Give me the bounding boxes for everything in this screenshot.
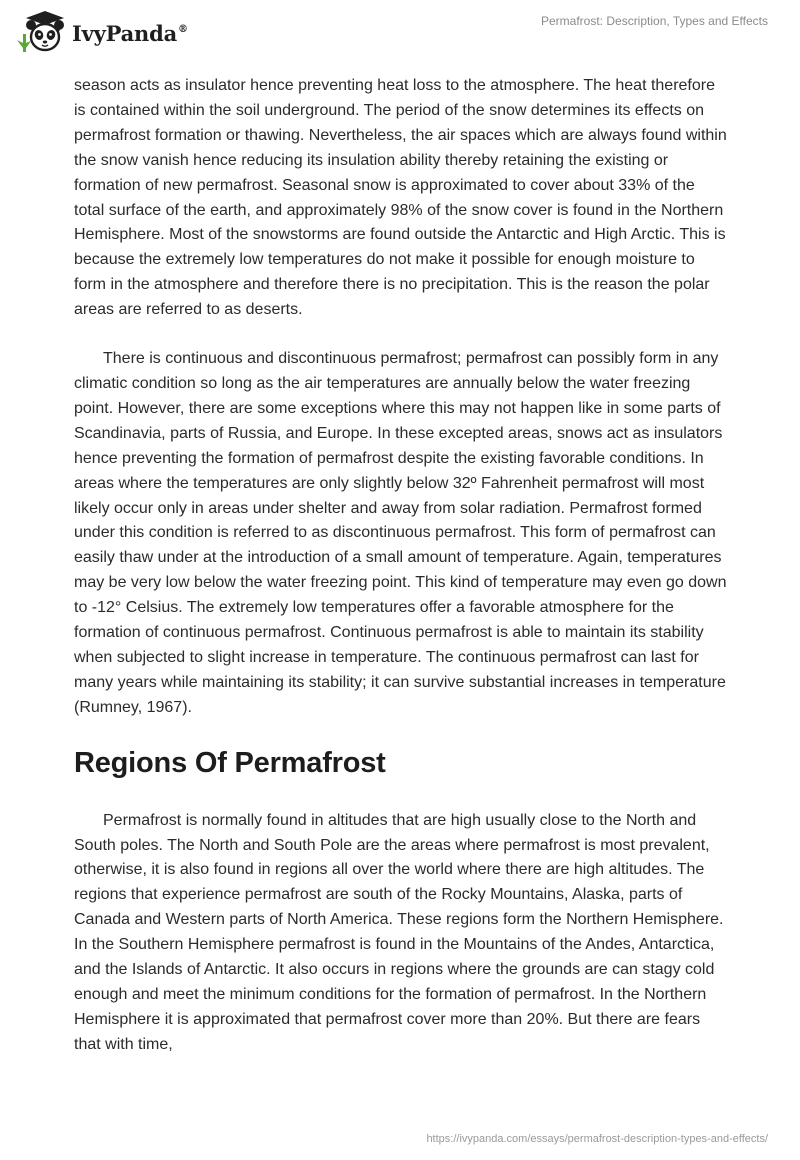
page-header: [0, 0, 800, 70]
panda-graduate-icon: [14, 8, 66, 54]
brand-name: IvyPanda®: [72, 20, 188, 46]
paragraph: There is continuous and discontinuous permafrost; permafrost can possibly form in any climatic condition so long as the air temperatures are annually below the water freezing point. However, there are some exceptions where this may not happen like in some parts of Scandinavia, parts of Russia, and Europe. In these excepted areas, snows act as insulators hence preventing the formation of permafrost despite the existing favorable conditions. In areas where the temperatures are only slightly below 32º Fahrenheit permafrost will most likely occur only in areas under shelter and away from solar radiation. Permafrost formed under this condition is referred to as discontinuous permafrost. This form of permafrost can easily thaw under at the introduction of a small amount of temperature. Again, temperatures may be very low below the water freezing point. This kind of temperature may even go down to -12° Celsius. The extremely low temperatures offer a favorable atmosphere for the formation of continuous permafrost. Continuous permafrost is able to maintain its stability when subjected to slight increase in temperature. The continuous permafrost can last for many years while maintaining its stability; it can survive substantial increases in temperature (Rumney, 1967).: [74, 350, 727, 716]
document-title: Permafrost: Description, Types and Effects: [541, 14, 768, 28]
source-url[interactable]: https://ivypanda.com/essays/permafrost-description-types-and-effects/: [426, 1133, 768, 1145]
section-heading: Regions Of Permafrost: [74, 746, 386, 779]
brand-logo[interactable]: [14, 8, 188, 54]
essay-content: [74, 74, 728, 1058]
paragraph: Permafrost is normally found in altitudes that are high usually close to the North and South poles. The North and South Pole are the areas where permafrost is most prevalent, otherwise, it is also found in regions all over the world where there are high altitudes. The regions that experience permafrost are south of the Rocky Mountains, Alaska, parts of Canada and Western parts of North America. These regions form the Northern Hemisphere. In the Southern Hemisphere permafrost is found in the Mountains of the Andes, Antarctica, and the Islands of Antarctic. It also occurs in regions where the grounds are can stagy cold enough and meet the minimum conditions for the formation of permafrost. In the Northern Hemisphere it is approximated that permafrost cover more than 20%. But there are fears that with time,: [74, 811, 724, 1053]
registered-mark: ®: [178, 23, 188, 35]
paragraph: season acts as insulator hence preventing heat loss to the atmosphere. The heat therefore is contained within the soil underground. The period of the snow determines its effects on permafrost formation or thawing. Nevertheless, the air spaces which are always found within the snow vanish hence reducing its insulation ability thereby retaining the existing or formation of new permafrost. Seasonal snow is approximated to cover about 33% of the total surface of the earth, and approximately 98% of the snow cover is found in the Northern Hemisphere. Most of the snowstorms are found outside the Antarctic and High Arctic. This is because the extremely low temperatures do not make it possible for enough moisture to form in the atmosphere and therefore there is no precipitation. This is the reason the polar areas are referred to as deserts.: [74, 77, 727, 319]
